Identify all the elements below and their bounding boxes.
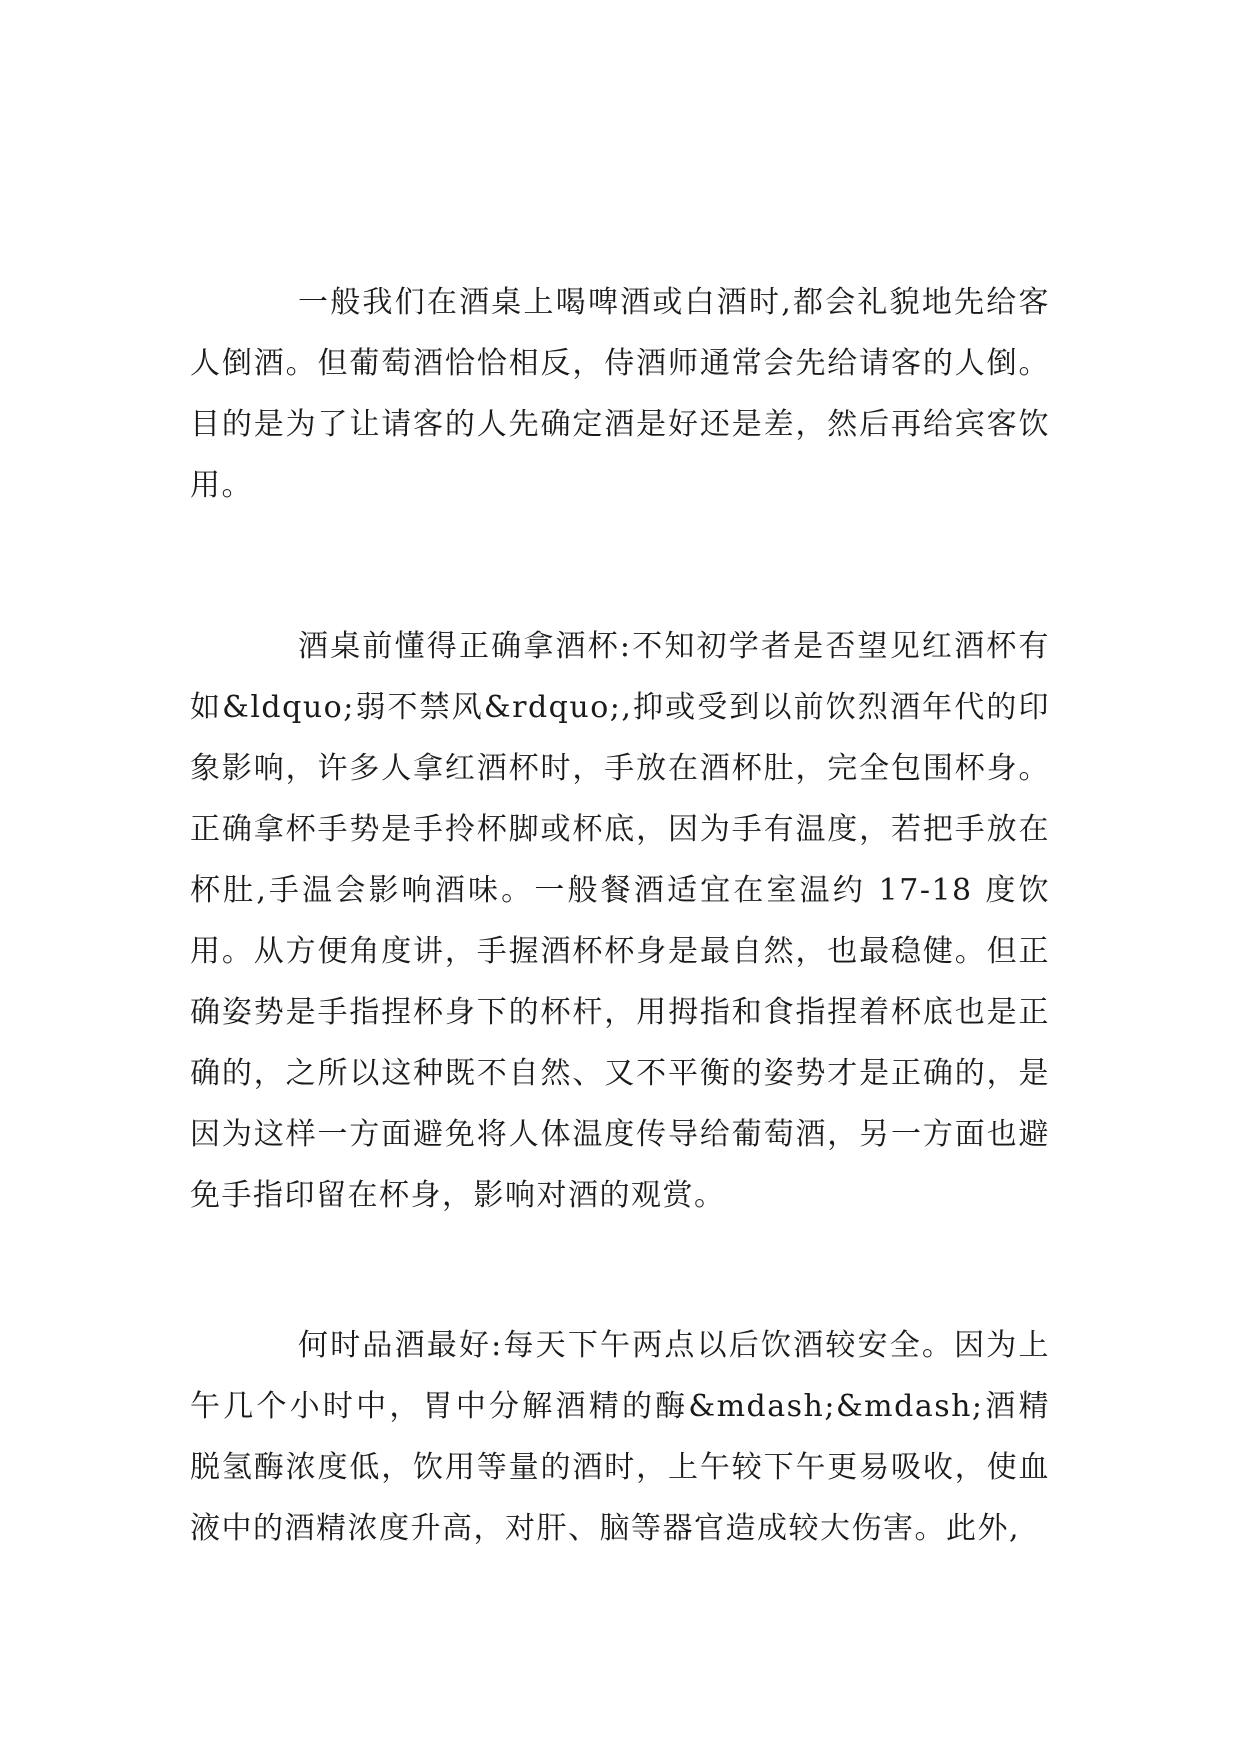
paragraph-holding-glass: 酒桌前懂得正确拿酒杯:不知初学者是否望见红酒杯有如&ldquo;弱不禁风&rdquo;,抑或受到以前饮烈酒年代的印象影响，许多人拿红酒杯时，手放在酒杯肚，完全包围杯身。正确拿杯手势是手拎杯脚或杯底，因为手有温度，若把手放在杯肚,手温会影响酒味。一般餐酒适宜在室温约 17-18 度饮用。从方便角度讲，手握酒杯杯身是最自然，也最稳健。但正确姿势是手指捏杯身下的杯杆，用拇指和食指捏着杯底也是正确的，之所以这种既不自然、又不平衡的姿势才是正确的，是因为这样一方面避免将人体温度传导给葡萄酒，另一方面也避免手指印留在杯身，影响对酒的观赏。 (190, 629, 1050, 1213)
paragraph-best-time: 何时品酒最好:每天下午两点以后饮酒较安全。因为上午几个小时中，胃中分解酒精的酶&mdash;&mdash;酒精脱氢酶浓度低，饮用等量的酒时，上午较下午更易吸收，使血液中的酒精浓度升高，对肝、脑等器官造成较大伤害。此外, (190, 1328, 1050, 1546)
paragraph-pour-order: 一般我们在酒桌上喝啤酒或白酒时,都会礼貌地先给客人倒酒。但葡萄酒恰恰相反，侍酒师通常会先给请客的人倒。目的是为了让请客的人先确定酒是好还是差，然后再给宾客饮用。 (190, 285, 1050, 503)
